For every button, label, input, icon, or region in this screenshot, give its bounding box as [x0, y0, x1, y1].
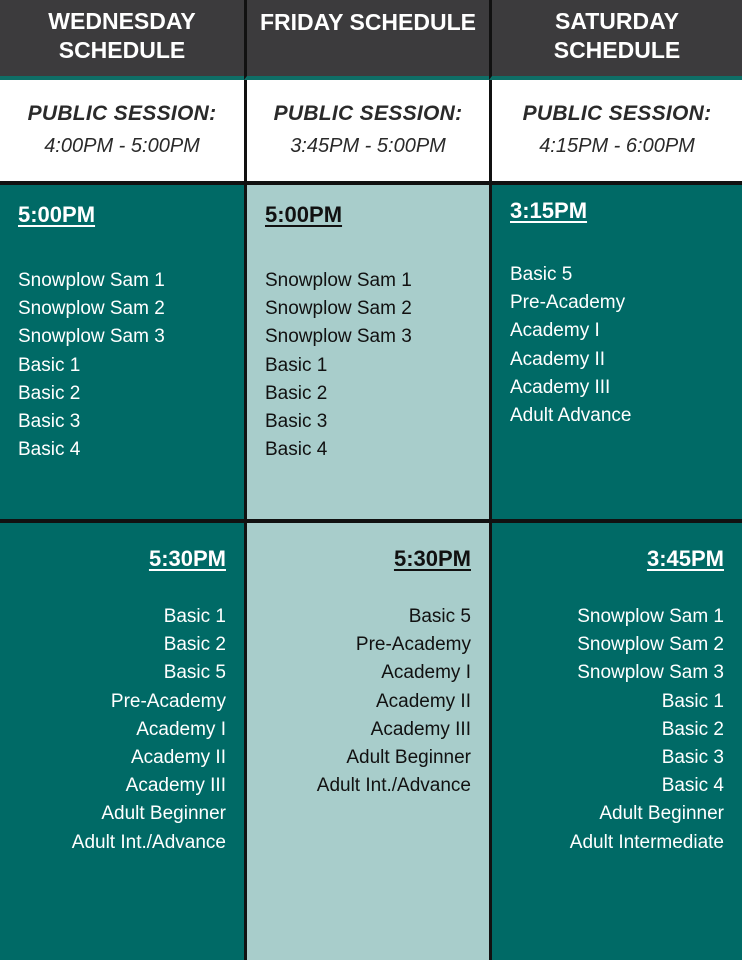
- session-time: 3:45PM: [646, 546, 724, 571]
- class-item: Basic 1: [163, 606, 226, 627]
- session-time: 3:15PM: [510, 198, 588, 223]
- saturday-public-session: [489, 80, 742, 185]
- class-item: Snowplow Sam 3: [577, 662, 724, 684]
- session-time: 5:00PM: [18, 202, 96, 227]
- public-session-time: 4:15PM - 6:00PM: [539, 134, 695, 157]
- class-list: [265, 603, 471, 800]
- class-item: Academy III: [510, 376, 611, 398]
- session-time: 5:30PM: [148, 546, 226, 571]
- wednesday-header: [0, 0, 244, 80]
- class-item: Snowplow Sam 3: [265, 326, 412, 348]
- class-item: Basic 1: [265, 354, 328, 376]
- class-item: Basic 3: [265, 411, 328, 433]
- class-item: Adult Int./Advance: [71, 831, 226, 853]
- class-item: Basic 2: [265, 382, 328, 404]
- saturday-header-title: SATURDAY SCHEDULE: [553, 8, 681, 63]
- class-item: Basic 2: [163, 634, 226, 656]
- wednesday-block-2: [0, 523, 244, 960]
- session-time: 5:00PM: [265, 202, 343, 227]
- class-item: Basic 5: [408, 606, 471, 627]
- class-list: [18, 267, 226, 464]
- class-item: Snowplow Sam 2: [577, 634, 724, 656]
- class-item: Snowplow Sam 2: [18, 298, 165, 320]
- class-item: Academy II: [510, 348, 606, 370]
- class-item: Basic 5: [163, 662, 226, 684]
- class-item: Pre-Academy: [110, 690, 226, 712]
- class-item: Academy I: [381, 662, 471, 684]
- saturday-block-2: [489, 523, 742, 960]
- class-item: Basic 1: [661, 690, 724, 712]
- friday-block-2: [244, 523, 489, 960]
- class-item: Academy I: [136, 718, 226, 740]
- class-item: Academy III: [370, 718, 471, 740]
- class-item: Adult Int./Advance: [316, 775, 471, 797]
- class-item: Adult Beginner: [101, 803, 226, 825]
- class-item: Academy II: [130, 747, 226, 769]
- class-item: Pre-Academy: [510, 292, 626, 314]
- class-item: Adult Advance: [510, 405, 632, 427]
- wednesday-public-session: [0, 80, 244, 185]
- class-item: Basic 5: [510, 264, 573, 285]
- friday-header-title: FRIDAY SCHEDULE: [260, 9, 476, 35]
- class-item: Academy II: [375, 690, 471, 712]
- class-item: Academy I: [510, 320, 600, 342]
- wednesday-block-1: [0, 185, 244, 523]
- wednesday-header-title: WEDNESDAY SCHEDULE: [48, 8, 196, 63]
- class-list: [18, 603, 226, 857]
- class-item: Academy III: [125, 775, 226, 797]
- class-item: Snowplow Sam 1: [577, 606, 724, 627]
- class-item: Basic 2: [661, 718, 724, 740]
- saturday-block-1: [489, 185, 742, 523]
- class-item: Basic 2: [18, 382, 81, 404]
- class-item: Basic 3: [18, 411, 81, 433]
- class-item: Adult Beginner: [599, 803, 724, 825]
- public-session-label: PUBLIC SESSION:: [27, 101, 217, 125]
- class-item: Basic 4: [661, 775, 724, 797]
- public-session-label: PUBLIC SESSION:: [273, 101, 463, 125]
- class-item: Snowplow Sam 2: [265, 298, 412, 320]
- class-list: [510, 261, 724, 430]
- class-item: Snowplow Sam 3: [18, 326, 165, 348]
- class-item: Pre-Academy: [355, 634, 471, 656]
- friday-public-session: [244, 80, 489, 185]
- class-list: [510, 603, 724, 857]
- session-time: 5:30PM: [393, 546, 471, 571]
- class-item: Snowplow Sam 1: [265, 270, 412, 291]
- class-list: [265, 267, 471, 464]
- class-item: Adult Intermediate: [569, 831, 724, 853]
- class-item: Snowplow Sam 1: [18, 270, 165, 291]
- class-item: Adult Beginner: [346, 747, 471, 769]
- class-item: Basic 4: [265, 439, 328, 461]
- class-item: Basic 4: [18, 439, 81, 461]
- friday-block-1: [244, 185, 489, 523]
- class-item: Basic 1: [18, 354, 81, 376]
- public-session-time: 3:45PM - 5:00PM: [290, 134, 446, 157]
- public-session-label: PUBLIC SESSION:: [522, 101, 712, 125]
- class-item: Basic 3: [661, 747, 724, 769]
- public-session-time: 4:00PM - 5:00PM: [44, 134, 200, 157]
- friday-header: [244, 0, 489, 80]
- saturday-header: [489, 0, 742, 80]
